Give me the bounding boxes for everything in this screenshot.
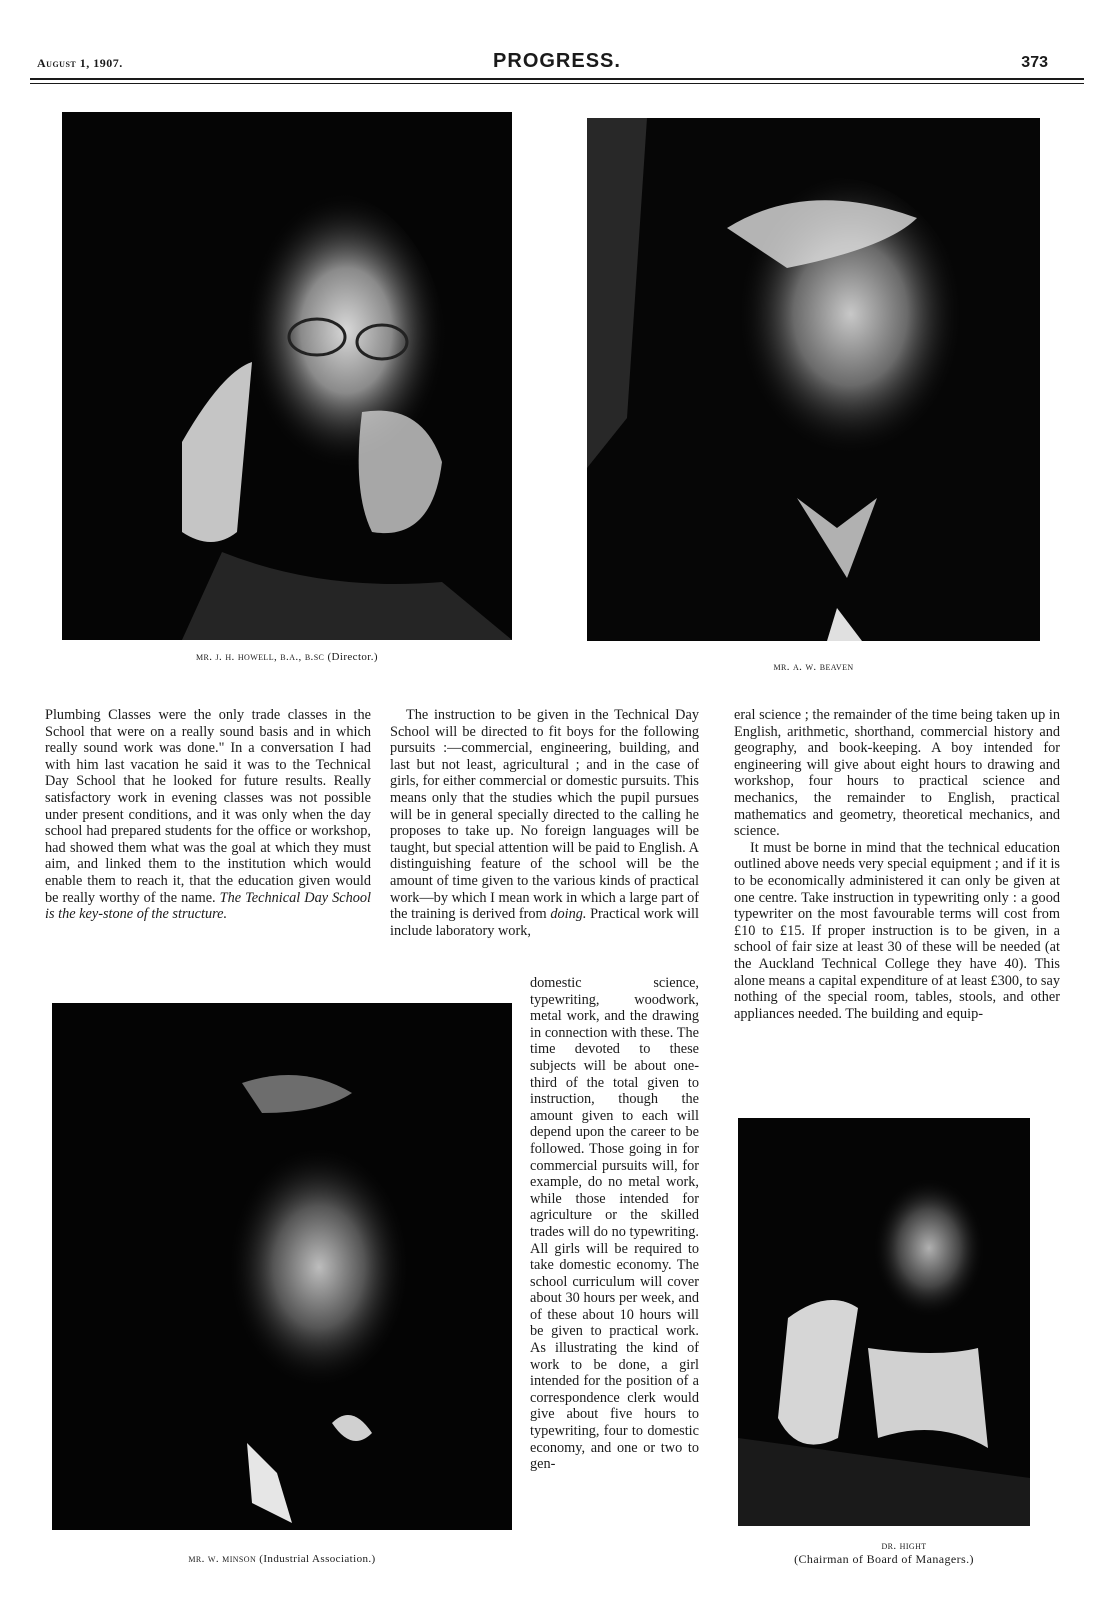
portrait-hight <box>738 1118 1030 1526</box>
caption-beaven-name: mr. a. w. beaven <box>773 661 854 673</box>
column-3-para-2: It must be borne in mind that the technical education outlined above needs very special equipment ; and if it is to be economically administered it can only be given at one centre. Take instruction in typewriting only : a good typewriter on the most favourable terms will cost from £10 to £15. If proper instruction is to be given, in a school of fair size at least 30 of these will be needed (at the Auckland Technical College they have 40). This alone means a capital expenditure of at least £300, to say nothing of the special room, tables, stools, and other appliances needed. The building and equip- <box>734 839 1060 1022</box>
issue-date: August 1, 1907. <box>37 56 123 70</box>
header-rule-thin <box>30 83 1084 84</box>
caption-howell <box>62 651 512 663</box>
column-2-narrow-text: domestic science, typewriting, woodwork, metal work, and the drawing in connection with these. The time devoted to these subjects will be about one-third of the total given to instruction, though the amount given to each will depend upon the career to be followed. Those going in for commercial pursuits will, for example, do no metal work, while those intended for agriculture or the skilled trades will do no typewriting. All girls will be required to take domestic economy. The school curriculum will cover about 30 hours per week, and of these about 10 hours will be given to practical work. As illustrating the kind of work to be done, a girl intended for the position of a correspondence clerk would give about five hours to typewriting, four to domestic economy, and one or two to gen- <box>530 975 699 1473</box>
caption-minson-name: mr. w. minson <box>188 1553 257 1565</box>
masthead-title: PROGRESS. <box>493 50 621 72</box>
caption-beaven <box>587 661 1040 673</box>
portrait-howell <box>62 112 512 640</box>
column-3 <box>734 707 1060 1022</box>
caption-howell-name: mr. j. h. howell, b.a., b.sc <box>196 651 325 663</box>
caption-hight-role: (Chairman of Board of Managers.) <box>794 1552 974 1566</box>
column-3-para-1: eral science ; the remainder of the time being taken up in English, arithmetic, shorthand, commercial history and geography, and book-keeping. A boy intended for engineering will give about eight hours to drawing and workshop, four hours to practical science and mechanics, the remainder to English, practical mathematics and geometry, theoretical mechanics, and science. <box>734 707 1060 840</box>
caption-minson <box>52 1553 512 1565</box>
column-2-narrow <box>530 975 699 1473</box>
caption-hight-name: dr. hight <box>881 1540 927 1552</box>
column-1-emphasis: The Technical Day School is the key-stone of the structure. <box>45 889 372 923</box>
portrait-minson <box>52 1003 512 1530</box>
header-rule-thick <box>30 78 1084 80</box>
column-2-para-1-tail: Practical work will include laboratory work, <box>390 906 699 939</box>
column-2 <box>390 707 699 939</box>
column-1 <box>45 707 371 923</box>
caption-howell-role: (Director.) <box>327 651 378 663</box>
caption-minson-role: (Industrial Association.) <box>259 1553 376 1565</box>
column-1-text: Plumbing Classes were the only trade classes in the School that were on a really sound basis and in which really sound work was done." In a conversation I had with him last vacation he said it was to the Technical Day School that he looked for future results. Really satisfactory work in evening classes was not possible under present conditions, and it was only when the day school had prepared students for the office or workshop, had showed them what was the goal at which they must aim, and linked them to the institution which would enable them to reach it, that the education given would be really worthy of the name. <box>45 707 371 906</box>
portrait-beaven <box>587 118 1040 641</box>
column-2-para-1: The instruction to be given in the Technical Day School will be directed to fit boys for the following pursuits :—commercial, engineering, building, and last but not least, agricultural ; and in the case of girls, for either commercial or domestic pursuits. This means only that the studies which the pupil pursues will be in general specially directed to the calling he proposes to take up. No foreign languages will be taught, but special attention will be paid to English. A distinguishing feature of the school will be the amount of time given to the various kinds of practical work—by which I mean work in which a large part of the training is derived from <box>390 707 699 923</box>
caption-hight <box>738 1540 1030 1567</box>
page-number: 373 <box>1021 54 1048 71</box>
column-2-para-1-emphasis: doing. <box>550 906 587 923</box>
